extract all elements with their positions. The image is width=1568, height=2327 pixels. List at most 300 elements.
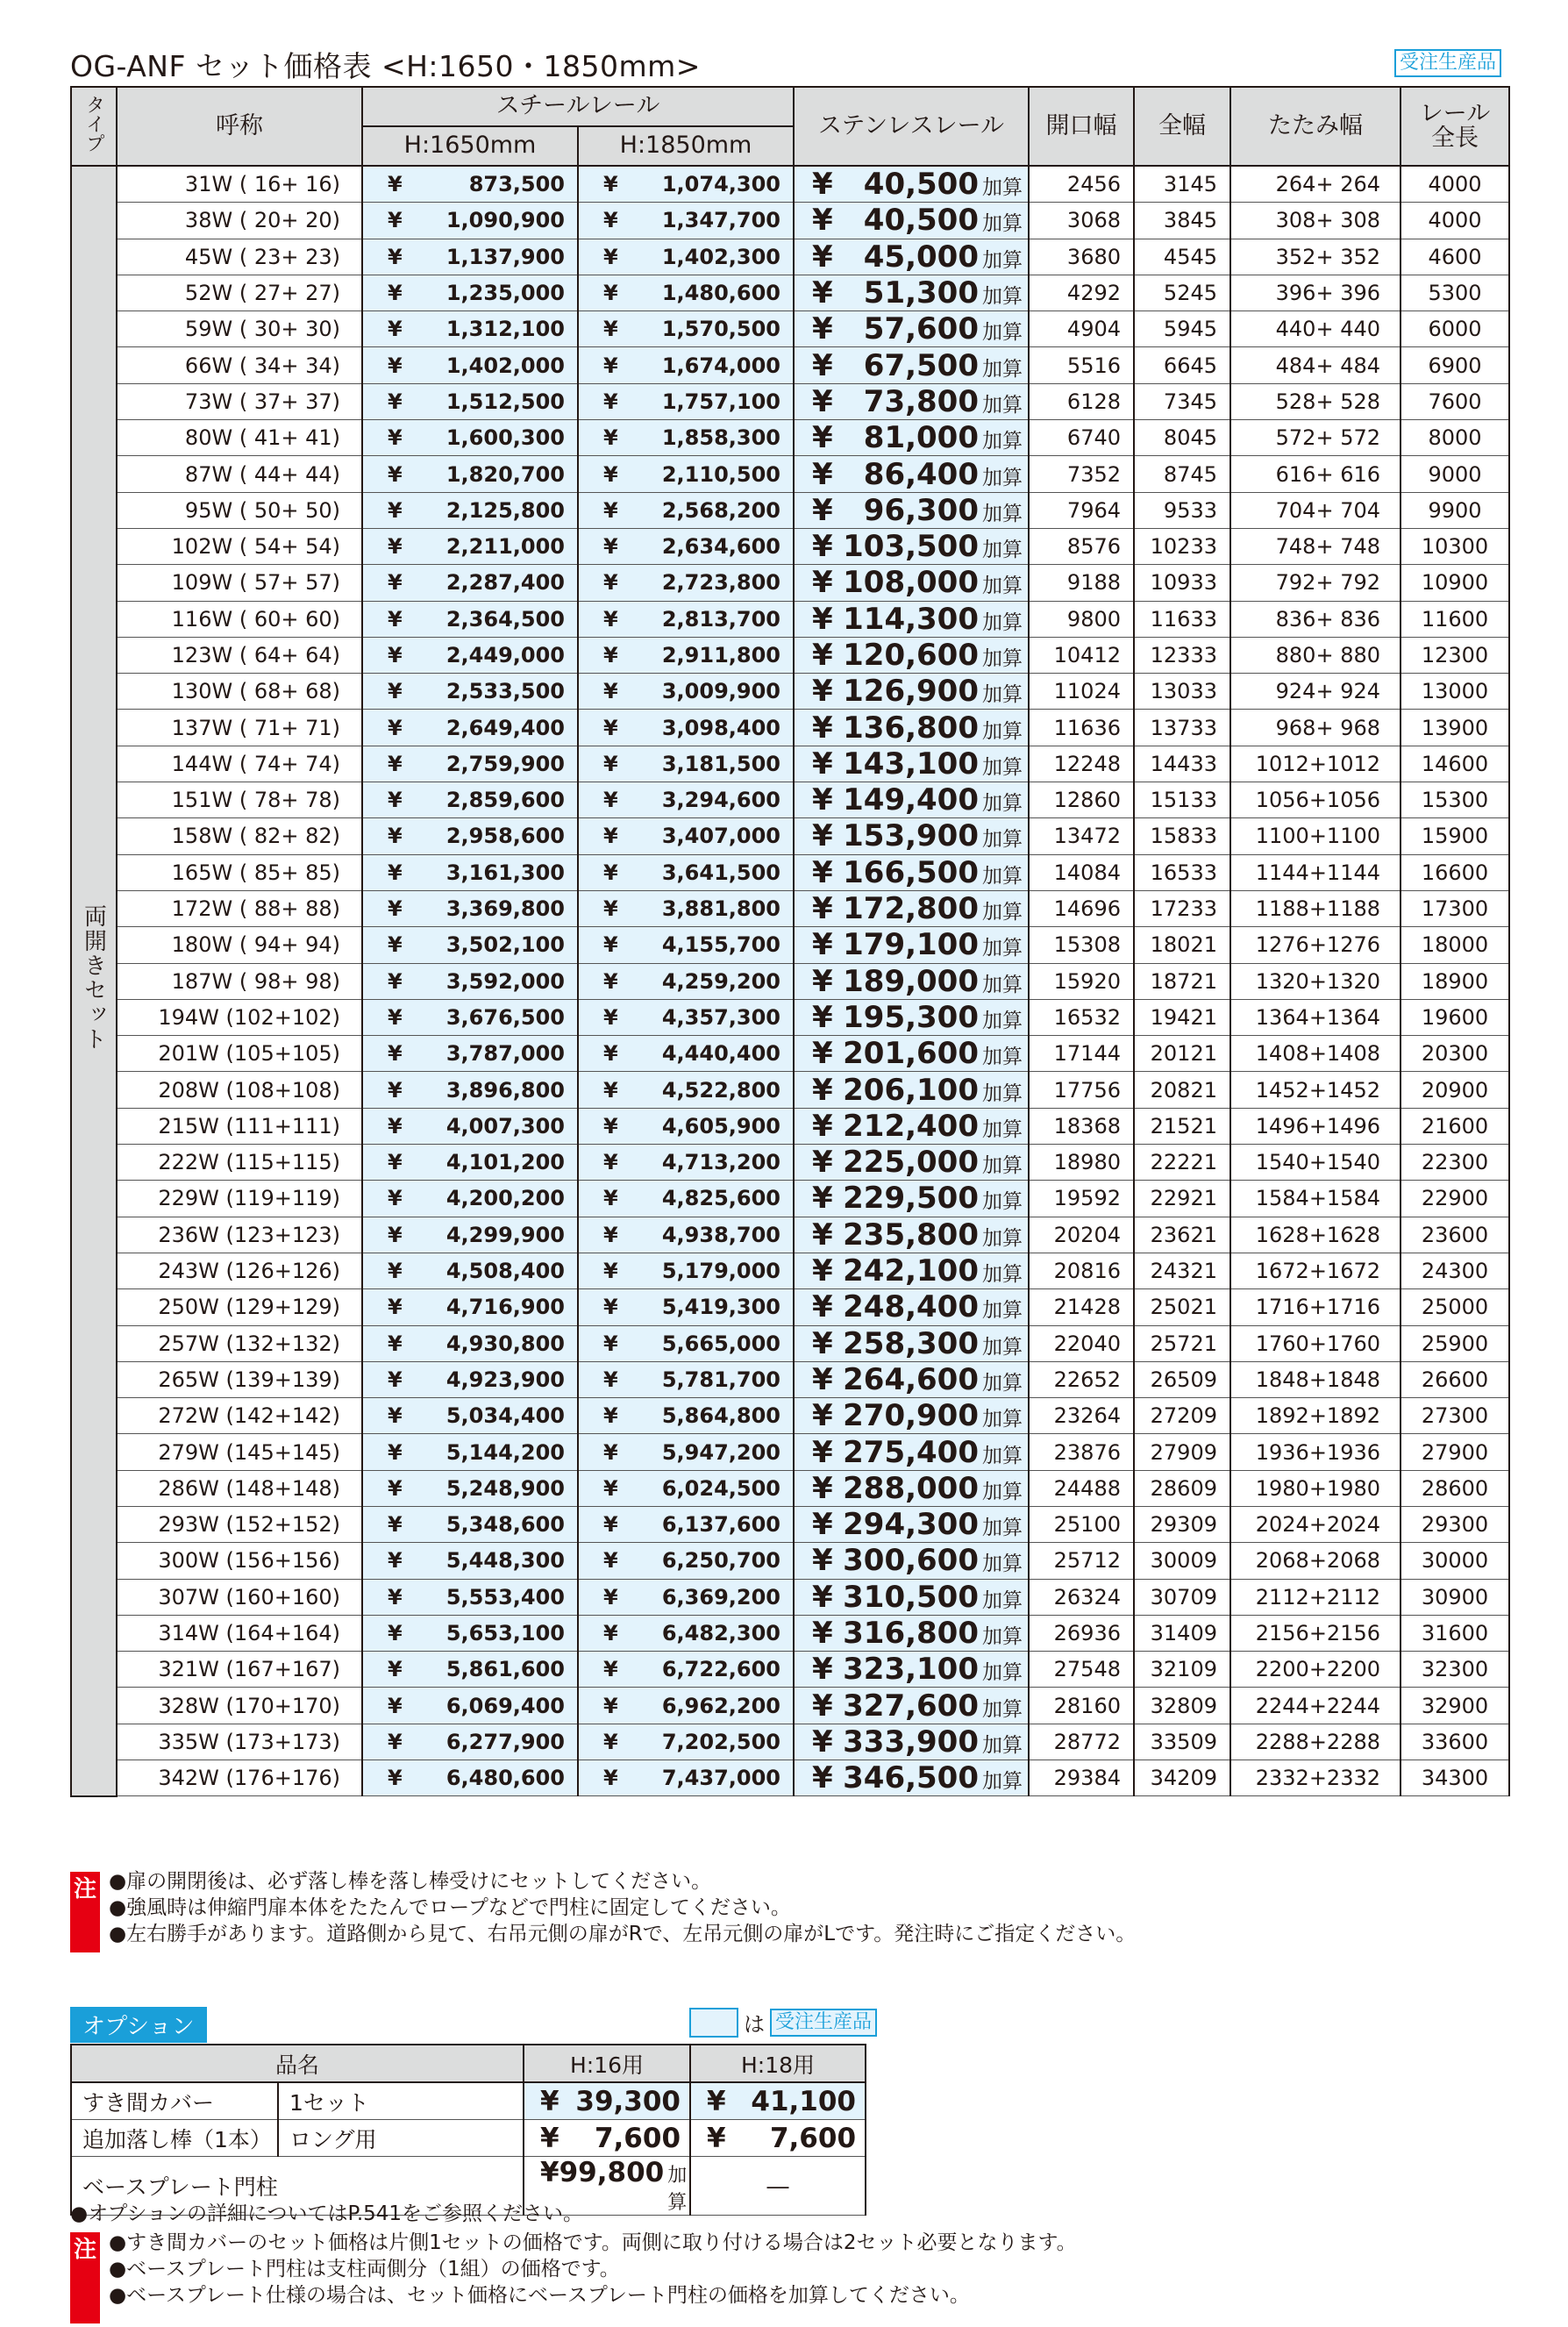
total-width: 23621 — [1134, 1217, 1230, 1253]
opening-width: 18368 — [1029, 1108, 1134, 1144]
col-name: 呼称 — [117, 87, 362, 166]
price-h1850: ¥ 4,259,200 — [578, 963, 794, 999]
price-h1850: ¥ 4,825,600 — [578, 1181, 794, 1217]
opening-width: 14696 — [1029, 890, 1134, 926]
price-stainless: ¥ 323,100 加算 — [794, 1652, 1029, 1688]
row-name: 314W (164+164) — [117, 1615, 362, 1651]
price-h1850: ¥ 1,347,700 — [578, 203, 794, 239]
row-name: 194W (102+102) — [117, 999, 362, 1035]
opt-col-h16: H:16用 — [524, 2045, 690, 2082]
rail-length: 27300 — [1401, 1398, 1509, 1434]
price-h1850: ¥ 6,962,200 — [578, 1688, 794, 1724]
price-h1850: ¥ 7,202,500 — [578, 1724, 794, 1760]
rail-length: 30900 — [1401, 1579, 1509, 1615]
opening-width: 11024 — [1029, 674, 1134, 710]
price-h1850: ¥ 5,947,200 — [578, 1434, 794, 1470]
row-name: 80W ( 41+ 41) — [117, 420, 362, 456]
price-h1850: ¥ 7,437,000 — [578, 1760, 794, 1796]
table-row — [71, 239, 1509, 275]
total-width: 19421 — [1134, 999, 1230, 1035]
rail-length: 6900 — [1401, 347, 1509, 383]
price-stainless: ¥ 316,800 加算 — [794, 1615, 1029, 1651]
rail-length: 31600 — [1401, 1615, 1509, 1651]
price-h1850: ¥ 6,137,600 — [578, 1506, 794, 1542]
table-row — [71, 1361, 1509, 1397]
price-h1850: ¥ 4,357,300 — [578, 999, 794, 1035]
row-name: 52W ( 27+ 27) — [117, 275, 362, 311]
table-row — [71, 1108, 1509, 1144]
col-opening: 開口幅 — [1029, 87, 1134, 166]
total-width: 21521 — [1134, 1108, 1230, 1144]
table-row — [71, 890, 1509, 926]
row-name: 222W (115+115) — [117, 1145, 362, 1181]
table-row — [71, 1506, 1509, 1542]
row-name: 208W (108+108) — [117, 1072, 362, 1108]
total-width: 3145 — [1134, 166, 1230, 203]
table-row — [71, 1217, 1509, 1253]
price-h1850: ¥ 3,407,000 — [578, 818, 794, 854]
rail-length: 13000 — [1401, 674, 1509, 710]
rail-length: 8000 — [1401, 420, 1509, 456]
row-name: 250W (129+129) — [117, 1289, 362, 1325]
rail-length: 4000 — [1401, 166, 1509, 203]
total-width: 30709 — [1134, 1579, 1230, 1615]
price-h1650: ¥ 873,500 — [362, 166, 578, 203]
row-name: 201W (105+105) — [117, 1036, 362, 1072]
price-stainless: ¥ 288,000 加算 — [794, 1470, 1029, 1506]
row-name: 130W ( 68+ 68) — [117, 674, 362, 710]
opt-col-h18: H:18用 — [690, 2045, 866, 2082]
price-stainless: ¥ 172,800 加算 — [794, 890, 1029, 926]
price-h1650: ¥ 2,287,400 — [362, 565, 578, 601]
folded-width: 2244+2244 — [1230, 1688, 1401, 1724]
folded-width: 484+ 484 — [1230, 347, 1401, 383]
total-width: 15833 — [1134, 818, 1230, 854]
rail-length: 20900 — [1401, 1072, 1509, 1108]
total-width: 5245 — [1134, 275, 1230, 311]
price-h1650: ¥ 3,592,000 — [362, 963, 578, 999]
price-h1850: ¥ 3,881,800 — [578, 890, 794, 926]
price-h1650: ¥ 2,449,000 — [362, 637, 578, 673]
row-name: 73W ( 37+ 37) — [117, 383, 362, 419]
price-h1650: ¥ 3,896,800 — [362, 1072, 578, 1108]
price-stainless: ¥ 201,600 加算 — [794, 1036, 1029, 1072]
folded-width: 2288+2288 — [1230, 1724, 1401, 1760]
price-h1650: ¥ 2,649,400 — [362, 710, 578, 746]
folded-width: 1584+1584 — [1230, 1181, 1401, 1217]
price-stainless: ¥ 149,400 加算 — [794, 782, 1029, 818]
table-row — [71, 1325, 1509, 1361]
row-name: 87W ( 44+ 44) — [117, 456, 362, 492]
price-stainless: ¥ 120,600 加算 — [794, 637, 1029, 673]
option-row: ベースプレート門柱 ¥ 99,800 加算 ― — [71, 2157, 866, 2216]
rail-length: 26600 — [1401, 1361, 1509, 1397]
opening-width: 14084 — [1029, 854, 1134, 890]
opening-width: 20204 — [1029, 1217, 1134, 1253]
folded-width: 1672+1672 — [1230, 1253, 1401, 1288]
total-width: 22921 — [1134, 1181, 1230, 1217]
row-name: 165W ( 85+ 85) — [117, 854, 362, 890]
price-h1650: ¥ 6,277,900 — [362, 1724, 578, 1760]
price-h1650: ¥ 3,161,300 — [362, 854, 578, 890]
rail-length: 32900 — [1401, 1688, 1509, 1724]
note-line: ●強風時は伸縮門扉本体をたたんでロープなどで門柱に固定してください。 — [109, 1896, 791, 1919]
opening-width: 18980 — [1029, 1145, 1134, 1181]
price-stainless: ¥ 114,300 加算 — [794, 601, 1029, 637]
note-line: ●ベースプレート仕様の場合は、セット価格にベースプレート門柱の価格を加算してください。 — [109, 2284, 970, 2307]
price-h1650: ¥ 2,759,900 — [362, 746, 578, 782]
rail-length: 22900 — [1401, 1181, 1509, 1217]
table-row — [71, 710, 1509, 746]
opening-width: 22040 — [1029, 1325, 1134, 1361]
folded-width: 440+ 440 — [1230, 311, 1401, 347]
rail-length: 9000 — [1401, 456, 1509, 492]
price-h1650: ¥ 5,553,400 — [362, 1579, 578, 1615]
table-row — [71, 818, 1509, 854]
made-to-order-badge: 受注生産品 — [1394, 49, 1501, 77]
folded-width: 1056+1056 — [1230, 782, 1401, 818]
opening-width: 4904 — [1029, 311, 1134, 347]
total-width: 6645 — [1134, 347, 1230, 383]
option-reference: ●オプションの詳細についてはP.541をご参照ください。 — [70, 2202, 584, 2225]
folded-width: 2156+2156 — [1230, 1615, 1401, 1651]
opening-width: 17756 — [1029, 1072, 1134, 1108]
table-row — [71, 1760, 1509, 1796]
opening-width: 27548 — [1029, 1652, 1134, 1688]
row-name: 95W ( 50+ 50) — [117, 492, 362, 528]
price-h1850: ¥ 6,024,500 — [578, 1470, 794, 1506]
row-name: 102W ( 54+ 54) — [117, 528, 362, 564]
price-h1850: ¥ 5,781,700 — [578, 1361, 794, 1397]
opening-width: 2456 — [1029, 166, 1134, 203]
price-stainless: ¥ 195,300 加算 — [794, 999, 1029, 1035]
rail-length: 4000 — [1401, 203, 1509, 239]
price-h1650: ¥ 1,312,100 — [362, 311, 578, 347]
table-row — [71, 1036, 1509, 1072]
opening-width: 11636 — [1029, 710, 1134, 746]
folded-width: 1364+1364 — [1230, 999, 1401, 1035]
opening-width: 3680 — [1029, 239, 1134, 275]
table-row — [71, 746, 1509, 782]
folded-width: 1760+1760 — [1230, 1325, 1401, 1361]
rail-length: 18000 — [1401, 927, 1509, 963]
price-h1650: ¥ 4,101,200 — [362, 1145, 578, 1181]
table-row — [71, 1579, 1509, 1615]
row-name: 144W ( 74+ 74) — [117, 746, 362, 782]
price-h1650: ¥ 3,369,800 — [362, 890, 578, 926]
price-stainless: ¥ 333,900 加算 — [794, 1724, 1029, 1760]
price-h1850: ¥ 1,757,100 — [578, 383, 794, 419]
folded-width: 1848+1848 — [1230, 1361, 1401, 1397]
folded-width: 1144+1144 — [1230, 854, 1401, 890]
opening-width: 23264 — [1029, 1398, 1134, 1434]
price-h1850: ¥ 2,723,800 — [578, 565, 794, 601]
total-width: 27909 — [1134, 1434, 1230, 1470]
folded-width: 748+ 748 — [1230, 528, 1401, 564]
total-width: 34209 — [1134, 1760, 1230, 1796]
price-h1650: ¥ 3,787,000 — [362, 1036, 578, 1072]
row-name: 265W (139+139) — [117, 1361, 362, 1397]
price-h1850: ¥ 3,641,500 — [578, 854, 794, 890]
table-row — [71, 674, 1509, 710]
folded-width: 1188+1188 — [1230, 890, 1401, 926]
folded-width: 880+ 880 — [1230, 637, 1401, 673]
price-stainless: ¥ 40,500 加算 — [794, 166, 1029, 203]
table-row — [71, 1145, 1509, 1181]
total-width: 5945 — [1134, 311, 1230, 347]
row-name: 151W ( 78+ 78) — [117, 782, 362, 818]
legend-text: は — [744, 2012, 765, 2037]
price-stainless: ¥ 45,000 加算 — [794, 239, 1029, 275]
total-width: 33509 — [1134, 1724, 1230, 1760]
opening-width: 13472 — [1029, 818, 1134, 854]
opening-width: 21428 — [1029, 1289, 1134, 1325]
rail-length: 5300 — [1401, 275, 1509, 311]
price-h1650: ¥ 4,508,400 — [362, 1253, 578, 1288]
notes-block — [109, 2230, 1077, 2309]
total-width: 8045 — [1134, 420, 1230, 456]
folded-width: 572+ 572 — [1230, 420, 1401, 456]
table-row — [71, 854, 1509, 890]
row-name: 279W (145+145) — [117, 1434, 362, 1470]
price-stainless: ¥ 275,400 加算 — [794, 1434, 1029, 1470]
row-name: 116W ( 60+ 60) — [117, 601, 362, 637]
table-row — [71, 999, 1509, 1035]
price-h1650: ¥ 1,820,700 — [362, 456, 578, 492]
price-h1650: ¥ 2,958,600 — [362, 818, 578, 854]
opening-width: 7352 — [1029, 456, 1134, 492]
opening-width: 23876 — [1029, 1434, 1134, 1470]
folded-width: 1936+1936 — [1230, 1434, 1401, 1470]
price-h1650: ¥ 2,533,500 — [362, 674, 578, 710]
option-tab: オプション — [70, 2007, 207, 2043]
folded-width: 2112+2112 — [1230, 1579, 1401, 1615]
price-stainless: ¥ 73,800 加算 — [794, 383, 1029, 419]
price-h1850: ¥ 6,722,600 — [578, 1652, 794, 1688]
folded-width: 1276+1276 — [1230, 927, 1401, 963]
price-h1650: ¥ 6,480,600 — [362, 1760, 578, 1796]
opening-width: 6740 — [1029, 420, 1134, 456]
rail-length: 15300 — [1401, 782, 1509, 818]
folded-width: 1496+1496 — [1230, 1108, 1401, 1144]
rail-length: 18900 — [1401, 963, 1509, 999]
opening-width: 5516 — [1029, 347, 1134, 383]
row-name: 342W (176+176) — [117, 1760, 362, 1796]
price-h1850: ¥ 5,864,800 — [578, 1398, 794, 1434]
price-h1650: ¥ 6,069,400 — [362, 1688, 578, 1724]
rail-length: 25000 — [1401, 1289, 1509, 1325]
folded-width: 924+ 924 — [1230, 674, 1401, 710]
col-h1850: H:1850mm — [578, 126, 794, 166]
table-row — [71, 1724, 1509, 1760]
folded-width: 2200+2200 — [1230, 1652, 1401, 1688]
price-stainless: ¥ 225,000 加算 — [794, 1145, 1029, 1181]
price-h1650: ¥ 2,125,800 — [362, 492, 578, 528]
col-type: タイプ — [71, 87, 117, 166]
price-h1850: ¥ 4,713,200 — [578, 1145, 794, 1181]
price-h1650: ¥ 5,861,600 — [362, 1652, 578, 1688]
folded-width: 352+ 352 — [1230, 239, 1401, 275]
total-width: 18021 — [1134, 927, 1230, 963]
price-stainless: ¥ 264,600 加算 — [794, 1361, 1029, 1397]
table-row — [71, 1470, 1509, 1506]
price-stainless: ¥ 242,100 加算 — [794, 1253, 1029, 1288]
price-h1850: ¥ 4,938,700 — [578, 1217, 794, 1253]
rail-length: 12300 — [1401, 637, 1509, 673]
table-row — [71, 1434, 1509, 1470]
col-folded-width: たたみ幅 — [1230, 87, 1401, 166]
price-h1850: ¥ 4,155,700 — [578, 927, 794, 963]
folded-width: 528+ 528 — [1230, 383, 1401, 419]
opening-width: 28772 — [1029, 1724, 1134, 1760]
folded-width: 2068+2068 — [1230, 1543, 1401, 1579]
row-name: 328W (170+170) — [117, 1688, 362, 1724]
note-line: ●扉の開閉後は、必ず落し棒を落し棒受けにセットしてください。 — [109, 1870, 712, 1893]
price-h1650: ¥ 1,090,900 — [362, 203, 578, 239]
rail-length: 7600 — [1401, 383, 1509, 419]
total-width: 13033 — [1134, 674, 1230, 710]
folded-width: 616+ 616 — [1230, 456, 1401, 492]
table-row — [71, 601, 1509, 637]
rail-length: 4600 — [1401, 239, 1509, 275]
price-h1650: ¥ 4,007,300 — [362, 1108, 578, 1144]
price-stainless: ¥ 96,300 加算 — [794, 492, 1029, 528]
legend-swatch — [689, 2008, 738, 2038]
price-stainless: ¥ 86,400 加算 — [794, 456, 1029, 492]
total-width: 11633 — [1134, 601, 1230, 637]
price-h1650: ¥ 5,653,100 — [362, 1615, 578, 1651]
total-width: 17233 — [1134, 890, 1230, 926]
price-h1650: ¥ 2,364,500 — [362, 601, 578, 637]
table-row — [71, 166, 1509, 203]
price-h1850: ¥ 5,665,000 — [578, 1325, 794, 1361]
row-name: 45W ( 23+ 23) — [117, 239, 362, 275]
total-width: 12333 — [1134, 637, 1230, 673]
row-name: 180W ( 94+ 94) — [117, 927, 362, 963]
col-stainless: ステンレスレール — [794, 87, 1029, 166]
row-name: 59W ( 30+ 30) — [117, 311, 362, 347]
note-line: ●ベースプレート門柱は支柱両側分（1組）の価格です。 — [109, 2258, 620, 2281]
folded-width: 792+ 792 — [1230, 565, 1401, 601]
table-row — [71, 1543, 1509, 1579]
table-row — [71, 203, 1509, 239]
table-row — [71, 456, 1509, 492]
opening-width: 20816 — [1029, 1253, 1134, 1288]
table-row — [71, 420, 1509, 456]
table-row — [71, 637, 1509, 673]
price-h1850: ¥ 2,813,700 — [578, 601, 794, 637]
total-width: 9533 — [1134, 492, 1230, 528]
price-stainless: ¥ 143,100 加算 — [794, 746, 1029, 782]
total-width: 30009 — [1134, 1543, 1230, 1579]
folded-width: 1892+1892 — [1230, 1398, 1401, 1434]
row-name: 123W ( 64+ 64) — [117, 637, 362, 673]
row-name: 158W ( 82+ 82) — [117, 818, 362, 854]
total-width: 15133 — [1134, 782, 1230, 818]
table-row — [71, 1615, 1509, 1651]
price-h1650: ¥ 4,923,900 — [362, 1361, 578, 1397]
note-label: 注 — [70, 1872, 100, 1952]
price-h1650: ¥ 4,299,900 — [362, 1217, 578, 1253]
legend-badge: 受注生産品 — [770, 2009, 877, 2037]
table-row — [71, 782, 1509, 818]
rail-length: 22300 — [1401, 1145, 1509, 1181]
price-stainless: ¥ 346,500 加算 — [794, 1760, 1029, 1796]
folded-width: 1100+1100 — [1230, 818, 1401, 854]
opening-width: 10412 — [1029, 637, 1134, 673]
total-width: 24321 — [1134, 1253, 1230, 1288]
price-stainless: ¥ 108,000 加算 — [794, 565, 1029, 601]
folded-width: 968+ 968 — [1230, 710, 1401, 746]
rail-length: 27900 — [1401, 1434, 1509, 1470]
price-h1850: ¥ 2,911,800 — [578, 637, 794, 673]
rail-length: 24300 — [1401, 1253, 1509, 1288]
rail-length: 13900 — [1401, 710, 1509, 746]
price-h1850: ¥ 1,074,300 — [578, 166, 794, 203]
rail-length: 9900 — [1401, 492, 1509, 528]
opening-width: 24488 — [1029, 1470, 1134, 1506]
price-h1850: ¥ 4,440,400 — [578, 1036, 794, 1072]
opening-width: 6128 — [1029, 383, 1134, 419]
table-row — [71, 275, 1509, 311]
rail-length: 25900 — [1401, 1325, 1509, 1361]
price-h1850: ¥ 1,570,500 — [578, 311, 794, 347]
opening-width: 17144 — [1029, 1036, 1134, 1072]
type-cell: 両開きセット — [71, 166, 117, 1796]
row-name: 38W ( 20+ 20) — [117, 203, 362, 239]
price-stainless: ¥ 103,500 加算 — [794, 528, 1029, 564]
opening-width: 25100 — [1029, 1506, 1134, 1542]
opening-width: 9800 — [1029, 601, 1134, 637]
opening-width: 28160 — [1029, 1688, 1134, 1724]
opening-width: 3068 — [1029, 203, 1134, 239]
price-stainless: ¥ 300,600 加算 — [794, 1543, 1029, 1579]
opening-width: 15920 — [1029, 963, 1134, 999]
rail-length: 16600 — [1401, 854, 1509, 890]
folded-width: 1540+1540 — [1230, 1145, 1401, 1181]
opening-width: 12248 — [1029, 746, 1134, 782]
price-stainless: ¥ 67,500 加算 — [794, 347, 1029, 383]
table-row — [71, 492, 1509, 528]
opening-width: 22652 — [1029, 1361, 1134, 1397]
opening-width: 8576 — [1029, 528, 1134, 564]
rail-length: 10300 — [1401, 528, 1509, 564]
price-h1650: ¥ 5,248,900 — [362, 1470, 578, 1506]
price-h1650: ¥ 1,235,000 — [362, 275, 578, 311]
opening-width: 26936 — [1029, 1615, 1134, 1651]
table-row — [71, 1072, 1509, 1108]
table-row — [71, 1652, 1509, 1688]
opening-width: 15308 — [1029, 927, 1134, 963]
price-stainless: ¥ 40,500 加算 — [794, 203, 1029, 239]
rail-length: 19600 — [1401, 999, 1509, 1035]
option-row: 追加落し棒（1本） ロング用 ¥ 7,600 ¥ 7,600 — [71, 2120, 866, 2157]
rail-length: 11600 — [1401, 601, 1509, 637]
price-h1850: ¥ 6,482,300 — [578, 1615, 794, 1651]
folded-width: 1628+1628 — [1230, 1217, 1401, 1253]
folded-width: 1012+1012 — [1230, 746, 1401, 782]
opening-width: 16532 — [1029, 999, 1134, 1035]
row-name: 215W (111+111) — [117, 1108, 362, 1144]
table-row — [71, 1398, 1509, 1434]
folded-width: 1980+1980 — [1230, 1470, 1401, 1506]
total-width: 32109 — [1134, 1652, 1230, 1688]
price-h1850: ¥ 1,858,300 — [578, 420, 794, 456]
folded-width: 1408+1408 — [1230, 1036, 1401, 1072]
total-width: 22221 — [1134, 1145, 1230, 1181]
col-rail-length: レール全長 — [1401, 87, 1509, 166]
price-h1850: ¥ 4,605,900 — [578, 1108, 794, 1144]
